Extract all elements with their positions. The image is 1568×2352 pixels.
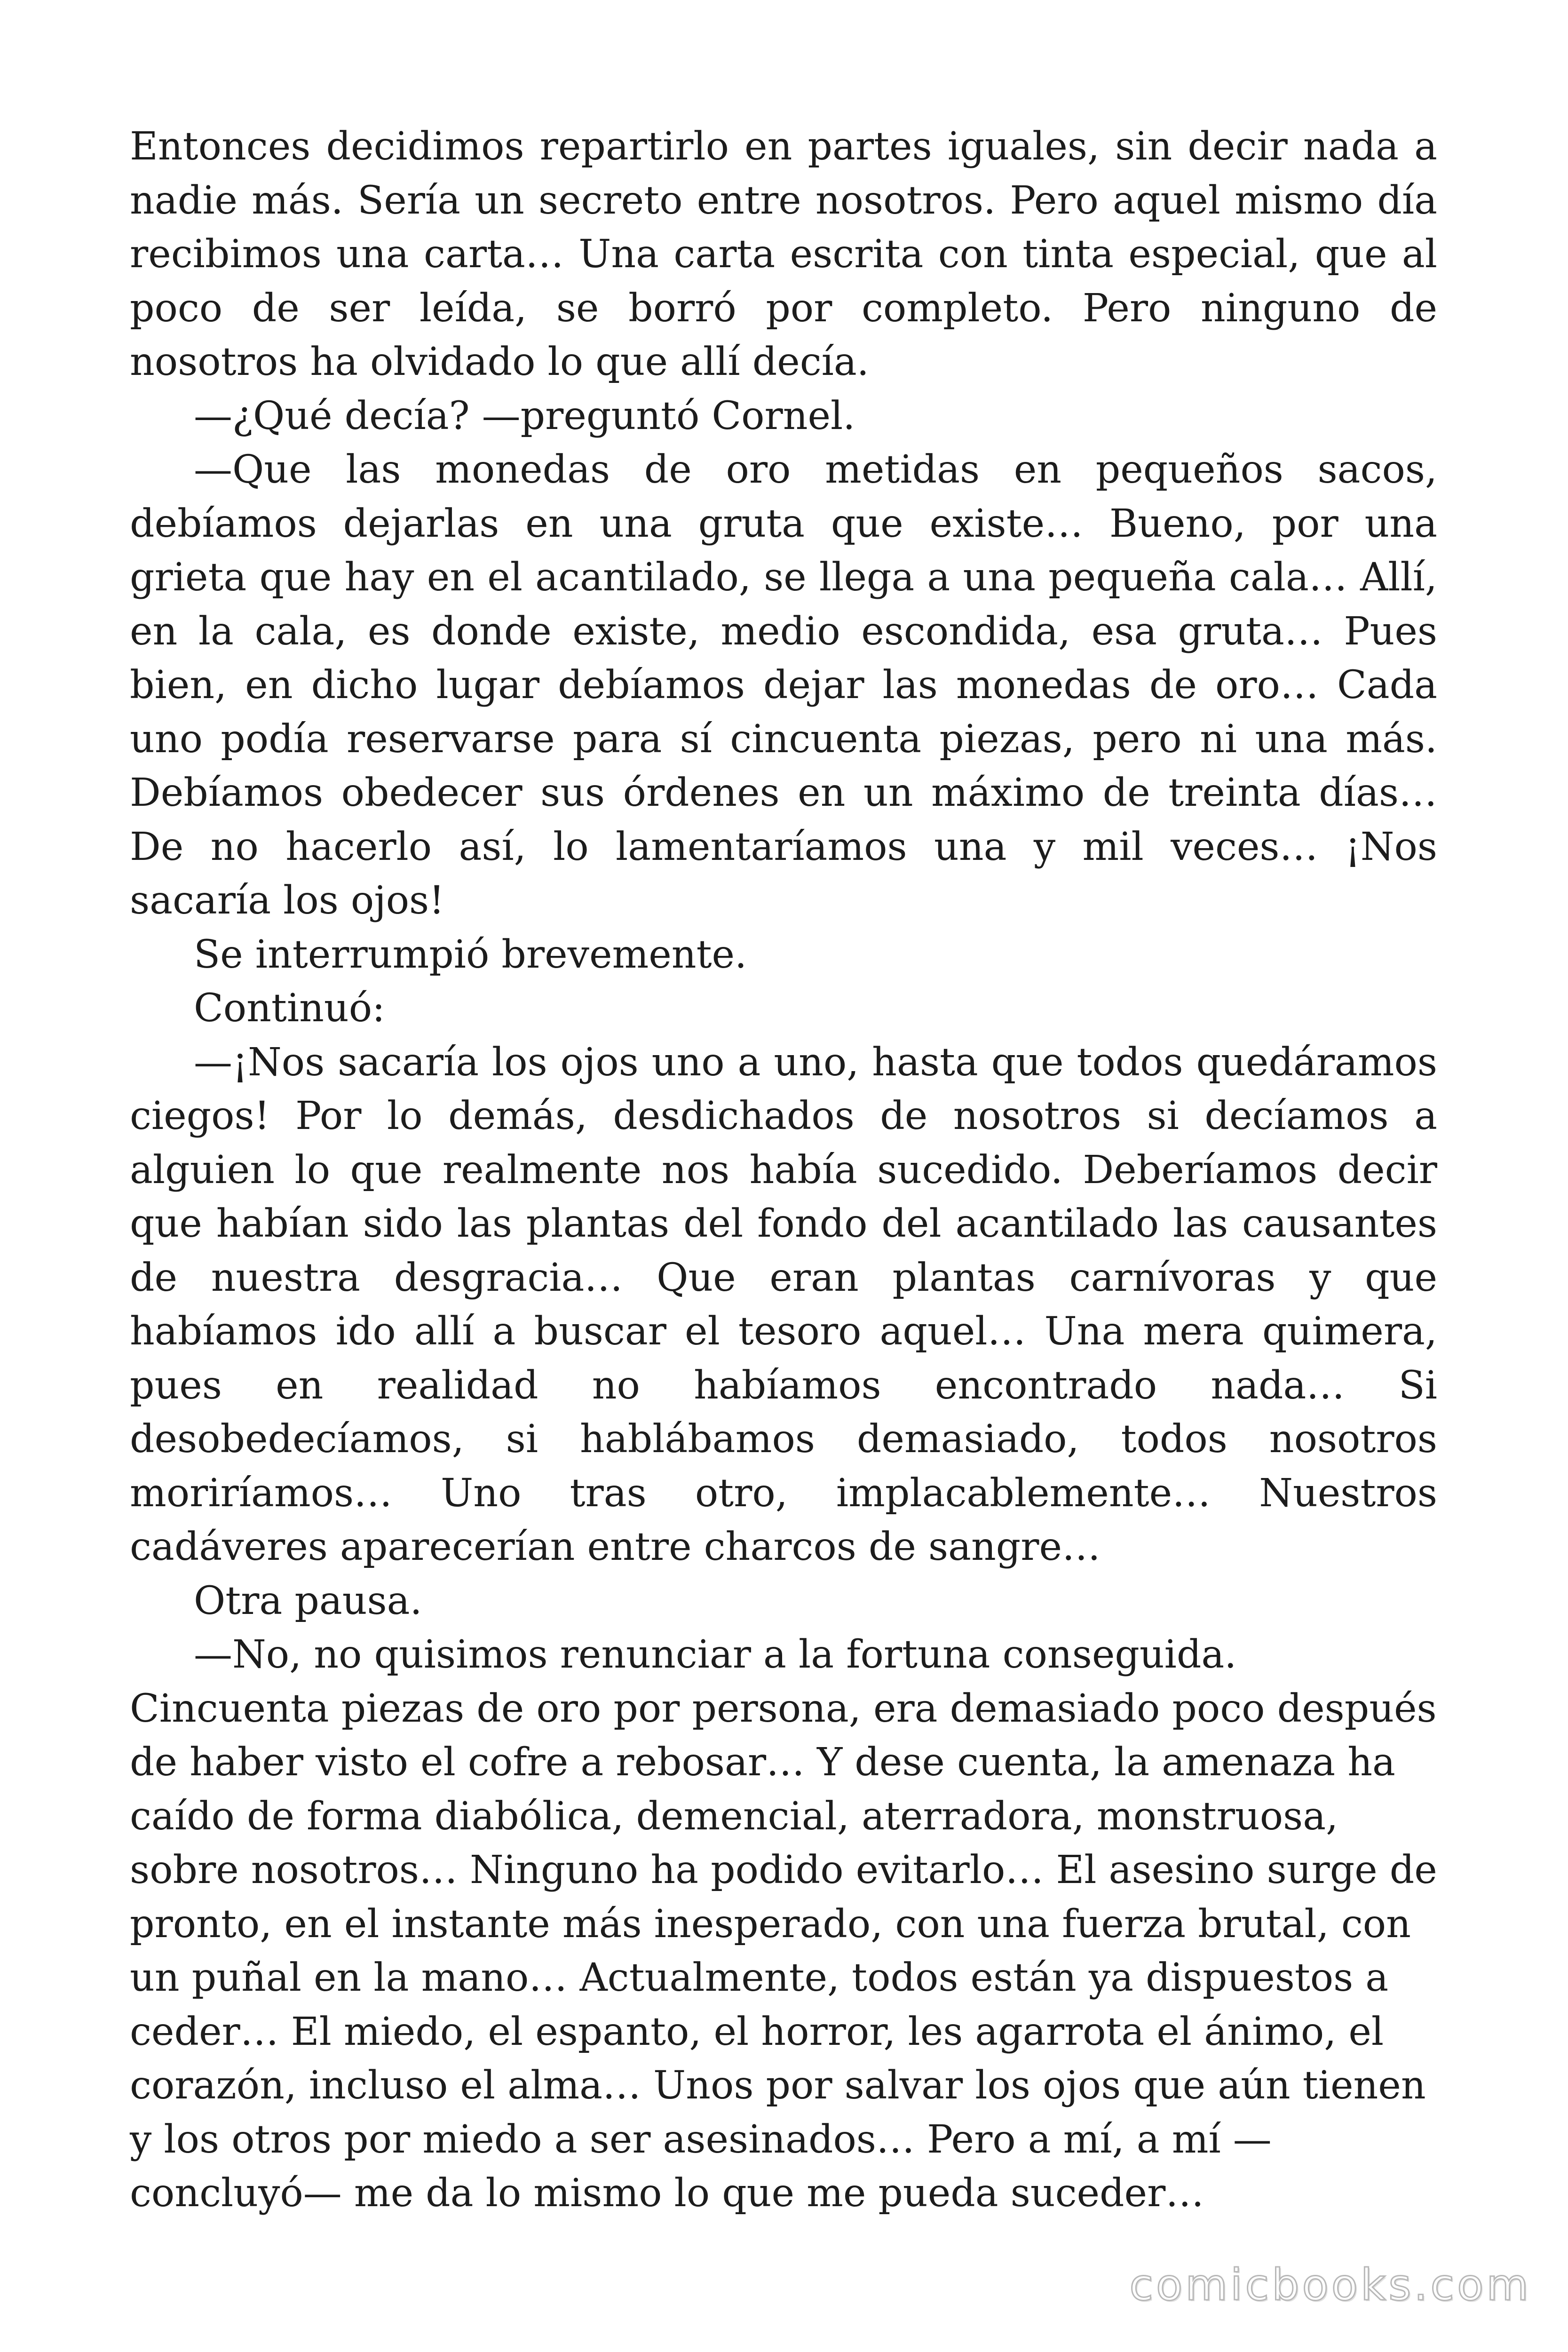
paragraph: Se interrumpió brevemente.: [194, 932, 747, 977]
paragraph: Otra pausa.: [194, 1578, 422, 1623]
paragraph: Entonces decidimos repartirlo en partes iguales, sin decir nada a nadie más. Sería un secreto entre nosotros. Pero aquel mismo día recibimos una carta… Una carta escrita con tinta especial, que al poco de ser leída, se borró por completo. Pero ninguno de nosotros ha olvidado lo que allí decía.: [130, 124, 1437, 384]
book-page-body: [130, 120, 1437, 2221]
paragraph: —No, no quisimos renunciar a la fortuna conseguida. Cincuenta piezas de oro por persona, era demasiado poco después de haber visto el cofre a rebosar… Y dese cuenta, la amenaza ha caído de forma diabólica, demencial, aterradora, monstruosa, sobre nosotros… Ninguno ha podido evitarlo… El asesino surge de pronto, en el instante más inesperado, con una fuerza brutal, con un puñal en la mano… Actualmente, todos están ya dispuestos a ceder… El miedo, el espanto, el horror, les agarrota el ánimo, el corazón, incluso el alma… Unos por salvar los ojos que aún tienen y los otros por miedo a ser asesinados… Pero a mí, a mí —concluyó— me da lo mismo lo que me pueda suceder…: [130, 1632, 1437, 2216]
paragraph: Continuó:: [194, 986, 385, 1031]
paragraph: —¿Qué decía? —preguntó Cornel.: [194, 393, 855, 438]
paragraph: —¡Nos sacaría los ojos uno a uno, hasta que todos quedáramos ciegos! Por lo demás, desdichados de nosotros si decíamos a alguien lo que realmente nos había sucedido. Deberíamos decir que habían sido las plantas del fondo del acantilado las causantes de nuestra desgracia… Que eran plantas carnívoras y que habíamos ido allí a buscar el tesoro aquel… Una mera quimera, pues en realidad no habíamos encontrado nada… Si desobedecíamos, si hablábamos demasiado, todos nosotros moriríamos… Uno tras otro, implacablemente… Nuestros cadáveres aparecerían entre charcos de sangre…: [130, 1040, 1437, 1569]
paragraph: —Que las monedas de oro metidas en pequeños sacos, debíamos dejarlas en una gruta que existe… Bueno, por una grieta que hay en el acantilado, se llega a una pequeña cala… Allí, en la cala, es donde existe, medio escondida, esa gruta… Pues bien, en dicho lugar debíamos dejar las monedas de oro… Cada uno podía reservarse para sí cincuenta piezas, pero ni una más. Debíamos obedecer sus órdenes en un máximo de treinta días… De no hacerlo así, lo lamentaríamos una y mil veces… ¡Nos sacaría los ojos!: [130, 447, 1437, 923]
watermark: comicbooks.com: [1129, 2260, 1531, 2310]
